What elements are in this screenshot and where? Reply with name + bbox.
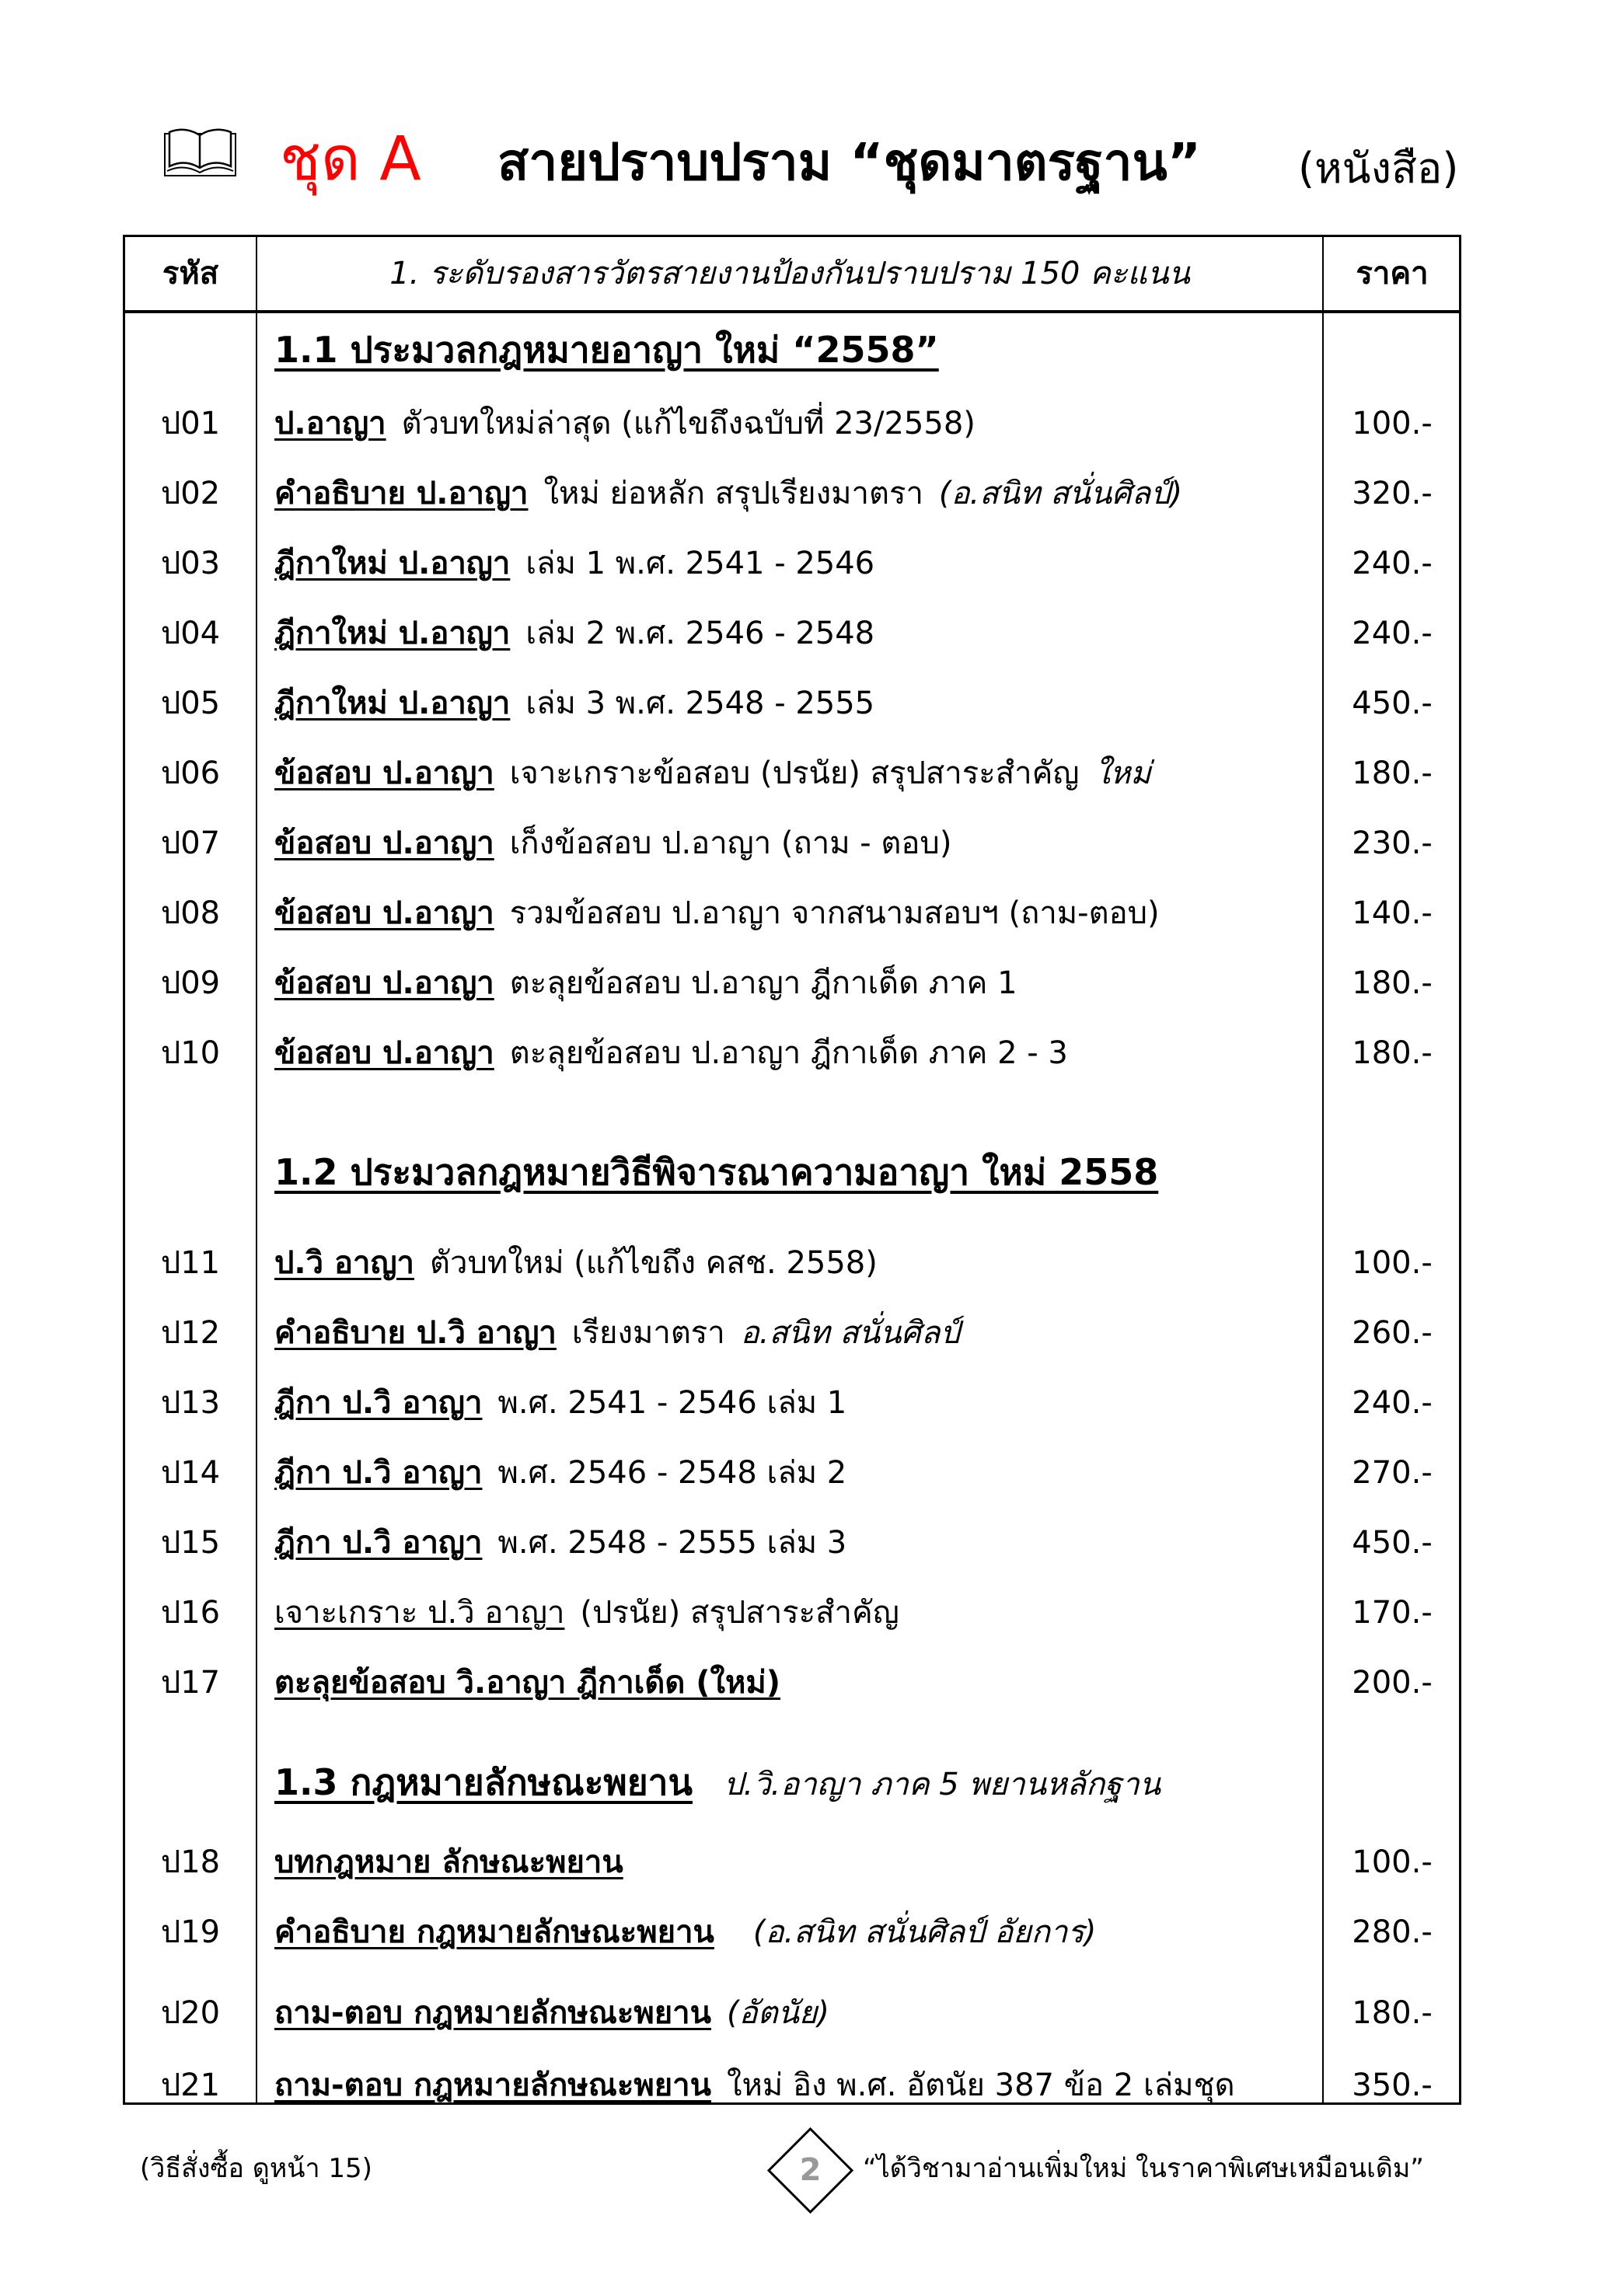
item-title: ตะลุยข้อสอบ วิ.อาญา ฎีกาเด็ด (ใหม่) — [274, 1665, 781, 1701]
table-row — [125, 1376, 1459, 1430]
item-description — [274, 1446, 1316, 1500]
item-price: 350.- — [1352, 2067, 1433, 2103]
table-row — [125, 1516, 1459, 1570]
item-detail: เก็งข้อสอบ ป.อาญา (ถาม - ตอบ) — [509, 825, 952, 861]
set-label: ชุด A — [280, 124, 421, 194]
item-title: ฎีกา ป.วิ อาญา — [274, 1525, 483, 1561]
item-price: 100.- — [1352, 406, 1433, 441]
table-row — [125, 2058, 1459, 2113]
item-detail: ตะลุยข้อสอบ ป.อาญา ฎีกาเด็ด ภาค 1 — [509, 965, 1017, 1001]
item-description — [274, 1835, 1316, 1889]
item-title: ข้อสอบ ป.อาญา — [274, 895, 494, 931]
item-code: ป02 — [160, 476, 221, 511]
table-row — [125, 816, 1459, 871]
item-code: ป11 — [160, 1245, 221, 1281]
table-row — [125, 536, 1459, 591]
item-code: ป13 — [160, 1385, 221, 1421]
column-header-price: ราคา — [1356, 256, 1429, 291]
item-code: ป21 — [160, 2067, 221, 2103]
item-author: อ.สนิท สนั่นศิลป์ — [740, 1315, 960, 1351]
section-heading — [274, 1755, 1161, 1812]
item-price: 320.- — [1352, 476, 1433, 511]
page-title: สายปราบปราม “ชุดมาตรฐาน” — [497, 132, 1202, 192]
item-code: ป19 — [160, 1914, 221, 1950]
section-heading — [274, 323, 939, 377]
item-description — [274, 536, 1316, 591]
item-price: 100.- — [1352, 1245, 1433, 1281]
item-title: ป.อาญา — [274, 406, 386, 441]
item-detail: เล่ม 3 พ.ศ. 2548 - 2555 — [525, 686, 875, 721]
item-title: ฎีกาใหม่ ป.อาญา — [274, 686, 511, 721]
item-price: 260.- — [1352, 1315, 1433, 1351]
item-detail: ใหม่ อิง พ.ศ. อัตนัย 387 ข้อ 2 เล่มชุด — [726, 2067, 1235, 2103]
item-title: ข้อสอบ ป.อาญา — [274, 755, 494, 791]
item-code: ป15 — [160, 1525, 221, 1561]
item-description — [274, 956, 1316, 1010]
table-row — [125, 1986, 1459, 2040]
page-number: 2 — [799, 2152, 822, 2188]
item-price: 270.- — [1352, 1455, 1433, 1491]
section-note: ป.วิ.อาญา ภาค 5 พยานหลักฐาน — [723, 1767, 1161, 1802]
item-price: 140.- — [1352, 895, 1433, 931]
item-code: ป09 — [160, 965, 221, 1001]
order-note: (วิธีสั่งซื้อ ดูหน้า 15) — [140, 2153, 372, 2184]
item-detail: เจาะเกราะข้อสอบ (ปรนัย) สรุปสาระสำคัญ — [509, 755, 1080, 791]
item-type: (อัตนัย) — [726, 1995, 829, 2031]
item-price: 100.- — [1352, 1844, 1433, 1880]
item-description — [274, 396, 1316, 451]
item-description — [274, 606, 1316, 661]
item-description — [274, 816, 1316, 871]
item-title: ฎีกาใหม่ ป.อาญา — [274, 546, 511, 581]
item-description — [274, 1376, 1316, 1430]
item-code: ป01 — [160, 406, 221, 441]
item-title: ฎีกา ป.วิ อาญา — [274, 1455, 483, 1491]
item-title: เจาะเกราะ ป.วิ อาญา — [274, 1595, 565, 1631]
table-row — [125, 1905, 1459, 1959]
item-price: 180.- — [1352, 1995, 1433, 2031]
item-code: ป04 — [160, 616, 221, 651]
item-description — [274, 1656, 1316, 1710]
item-title: ฎีกา ป.วิ อาญา — [274, 1385, 483, 1421]
item-code: ป16 — [160, 1595, 221, 1631]
item-detail: พ.ศ. 2546 - 2548 เล่ม 2 — [497, 1455, 847, 1491]
item-price: 240.- — [1352, 616, 1433, 651]
item-title: ข้อสอบ ป.อาญา — [274, 825, 494, 861]
item-price: 180.- — [1352, 1035, 1433, 1071]
table-row — [125, 1236, 1459, 1290]
slogan: “ได้วิชามาอ่านเพิ่มใหม่ ในราคาพิเศษเหมือนเดิม” — [863, 2153, 1424, 2184]
item-detail: เล่ม 1 พ.ศ. 2541 - 2546 — [525, 546, 875, 581]
item-code: ป05 — [160, 686, 221, 721]
item-title: ข้อสอบ ป.อาญา — [274, 1035, 494, 1071]
item-title: ถาม-ตอบ กฎหมายลักษณะพยาน — [274, 2067, 711, 2103]
item-code: ป14 — [160, 1455, 221, 1491]
item-author: (อ.สนิท สนั่นศิลป์ อัยการ) — [752, 1914, 1097, 1950]
item-price: 450.- — [1352, 1525, 1433, 1561]
table-row — [125, 1656, 1459, 1710]
book-icon — [163, 127, 237, 178]
table-row — [125, 1026, 1459, 1080]
item-code: ป03 — [160, 546, 221, 581]
item-code: ป18 — [160, 1844, 221, 1880]
header-divider — [125, 310, 1459, 313]
item-title: ป.วิ อาญา — [274, 1245, 414, 1281]
item-detail: เรียงมาตรา — [571, 1315, 725, 1351]
item-detail: (ปรนัย) สรุปสาระสำคัญ — [580, 1595, 899, 1631]
price-table — [123, 235, 1461, 2105]
item-description — [274, 1236, 1316, 1290]
page-subtitle: (หนังสือ) — [1298, 144, 1459, 193]
item-description — [274, 1516, 1316, 1570]
item-code: ป17 — [160, 1665, 221, 1701]
item-price: 200.- — [1352, 1665, 1433, 1701]
item-detail: พ.ศ. 2541 - 2546 เล่ม 1 — [497, 1385, 847, 1421]
item-price: 180.- — [1352, 755, 1433, 791]
section-label: 1.1 ประมวลกฎหมายอาญา ใหม่ “2558” — [274, 329, 939, 371]
table-row — [125, 886, 1459, 940]
item-title: ฎีกาใหม่ ป.อาญา — [274, 616, 511, 651]
table-row — [125, 676, 1459, 731]
page-header — [155, 117, 1477, 218]
table-row — [125, 1306, 1459, 1360]
item-description — [274, 676, 1316, 731]
item-detail: ตะลุยข้อสอบ ป.อาญา ฎีกาเด็ด ภาค 2 - 3 — [509, 1035, 1068, 1071]
table-row — [125, 1586, 1459, 1640]
section-heading — [274, 1145, 1158, 1199]
column-header-code: รหัส — [162, 256, 219, 291]
item-detail: ตัวบทใหม่ (แก้ไขถึง คสช. 2558) — [430, 1245, 878, 1281]
table-row — [125, 1446, 1459, 1500]
item-price: 240.- — [1352, 546, 1433, 581]
item-code: ป06 — [160, 755, 221, 791]
item-title: คำอธิบาย ป.อาญา — [274, 476, 529, 511]
item-code: ป10 — [160, 1035, 221, 1071]
item-code: ป20 — [160, 1995, 221, 2031]
item-price: 230.- — [1352, 825, 1433, 861]
item-detail: ใหม่ ย่อหลัก สรุปเรียงมาตรา — [543, 476, 923, 511]
item-description — [274, 1586, 1316, 1640]
table-row — [125, 956, 1459, 1010]
table-row — [125, 396, 1459, 451]
item-code: ป08 — [160, 895, 221, 931]
item-description — [274, 886, 1316, 940]
item-new-tag: ใหม่ — [1094, 755, 1151, 791]
table-row — [125, 746, 1459, 801]
column-header-title: 1. ระดับรองสารวัตรสายงานป้องกันปราบปราม 150 คะแนน — [389, 256, 1190, 291]
item-title: ข้อสอบ ป.อาญา — [274, 965, 494, 1001]
table-row — [125, 466, 1459, 521]
item-detail: พ.ศ. 2548 - 2555 เล่ม 3 — [497, 1525, 847, 1561]
item-title: บทกฎหมาย ลักษณะพยาน — [274, 1844, 623, 1880]
item-description — [274, 746, 1316, 801]
item-description — [274, 1026, 1316, 1080]
item-detail: ตัวบทใหม่ล่าสุด (แก้ไขถึงฉบับที่ 23/2558) — [401, 406, 976, 441]
item-detail: รวมข้อสอบ ป.อาญา จากสนามสอบฯ (ถาม-ตอบ) — [509, 895, 1160, 931]
item-detail: เล่ม 2 พ.ศ. 2546 - 2548 — [525, 616, 875, 651]
item-title: คำอธิบาย ป.วิ อาญา — [274, 1315, 557, 1351]
item-title: ถาม-ตอบ กฎหมายลักษณะพยาน — [274, 1995, 711, 2031]
item-code: ป12 — [160, 1315, 221, 1351]
item-description — [274, 466, 1316, 521]
section-label: 1.3 กฎหมายลักษณะพยาน — [274, 1761, 693, 1803]
table-row — [125, 606, 1459, 661]
item-price: 450.- — [1352, 686, 1433, 721]
table-row — [125, 1835, 1459, 1889]
item-price: 240.- — [1352, 1385, 1433, 1421]
item-price: 170.- — [1352, 1595, 1433, 1631]
item-title: คำอธิบาย กฎหมายลักษณะพยาน — [274, 1914, 714, 1950]
item-price: 180.- — [1352, 965, 1433, 1001]
item-description — [274, 1986, 1316, 2040]
item-price: 280.- — [1352, 1914, 1433, 1950]
item-description — [274, 2058, 1316, 2113]
item-author: (อ.สนิท สนั่นศิลป์) — [938, 476, 1183, 511]
item-description — [274, 1306, 1316, 1360]
item-description — [274, 1905, 1316, 1959]
section-label: 1.2 ประมวลกฎหมายวิธีพิจารณาความอาญา ใหม่ 2558 — [274, 1151, 1159, 1193]
item-code: ป07 — [160, 825, 221, 861]
